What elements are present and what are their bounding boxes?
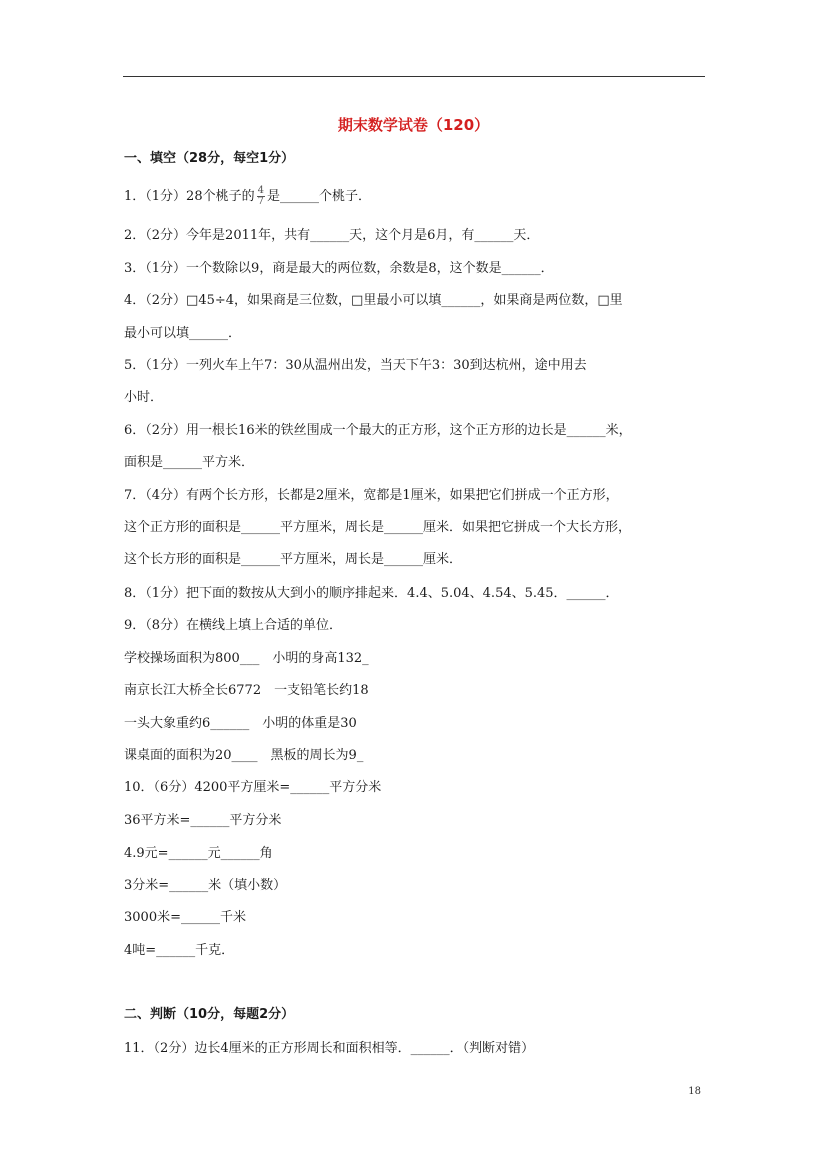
section-heading-judgement: 二、判断（10分，每题2分）: [124, 1007, 295, 1022]
question-5-line-2: 小时．: [124, 390, 164, 405]
question-7-line-2: 这个正方形的面积是______平方厘米，周长是______厘米．如果把它拼成一个大长方形，: [124, 520, 632, 535]
page-number: 18: [688, 1086, 701, 1097]
fraction-numerator: 4: [257, 185, 264, 196]
question-10: 10．（6分）4200平方厘米=______平方分米: [124, 780, 382, 795]
question-1: [124, 186, 371, 207]
question-4-line-2: 最小可以填______．: [124, 326, 242, 341]
question-10-row-5: 4吨=______千克．: [124, 943, 235, 958]
question-7-line-1: 7．（4分）有两个长方形，长都是2厘米，宽都是1厘米，如果把它们拼成一个正方形，: [124, 488, 619, 503]
section-heading-fill-blank: 一、填空（28分，每空1分）: [124, 151, 295, 166]
header-rule: [123, 76, 705, 77]
question-9: 9．（8分）在横线上填上合适的单位．: [124, 618, 343, 633]
question-6-line-1: 6．（2分）用一根长16米的铁丝围成一个最大的正方形，这个正方形的边长是______米，: [124, 423, 632, 438]
question-5-line-1: 5．（1分）一列火车上午7：30从温州出发，当天下午3：30到达杭州，途中用去: [124, 358, 587, 373]
question-9-row-4: 课桌面的面积为20____ 黑板的周长为9_: [124, 748, 364, 763]
question-7-line-3: 这个长方形的面积是______平方厘米，周长是______厘米．: [124, 552, 463, 567]
question-8: 8．（1分）把下面的数按从大到小的顺序排起来．4.4、5.04、4.54、5.45．______．: [124, 586, 619, 601]
question-3: 3．（1分）一个数除以9，商是最大的两位数，余数是8，这个数是______．: [124, 261, 554, 276]
fraction-denominator: 7: [257, 196, 264, 207]
question-11: 11．（2分）边长4厘米的正方形周长和面积相等．______．（判断对错）: [124, 1041, 535, 1056]
question-9-row-1: 学校操场面积为800___ 小明的身高132_: [124, 651, 369, 666]
question-10-row-4: 3000米=______千米: [124, 910, 246, 925]
question-9-row-3: 一头大象重约6______ 小明的体重是30: [124, 716, 357, 731]
fraction: [257, 186, 265, 207]
question-10-row-3: 3分米=______米（填小数）: [124, 878, 287, 893]
page-title: 期末数学试卷（120）: [337, 116, 490, 134]
question-6-line-2: 面积是______平方米．: [124, 455, 255, 470]
question-9-row-2: 南京长江大桥全长6772 一支铅笔长约18: [124, 683, 369, 698]
q1-text-after: 是______个桃子．: [266, 189, 371, 204]
q1-text-before: 1．（1分）28个桃子的: [124, 189, 255, 204]
question-10-row-2: 4.9元=______元______角: [124, 846, 273, 861]
question-2: 2．（2分）今年是2011年，共有______天，这个月是6月，有______天．: [124, 228, 540, 243]
question-4-line-1: 4．（2分）□45÷4，如果商是三位数，□里最小可以填______，如果商是两位数，□里: [124, 293, 623, 308]
question-10-row-1: 36平方米=______平方分米: [124, 813, 282, 828]
